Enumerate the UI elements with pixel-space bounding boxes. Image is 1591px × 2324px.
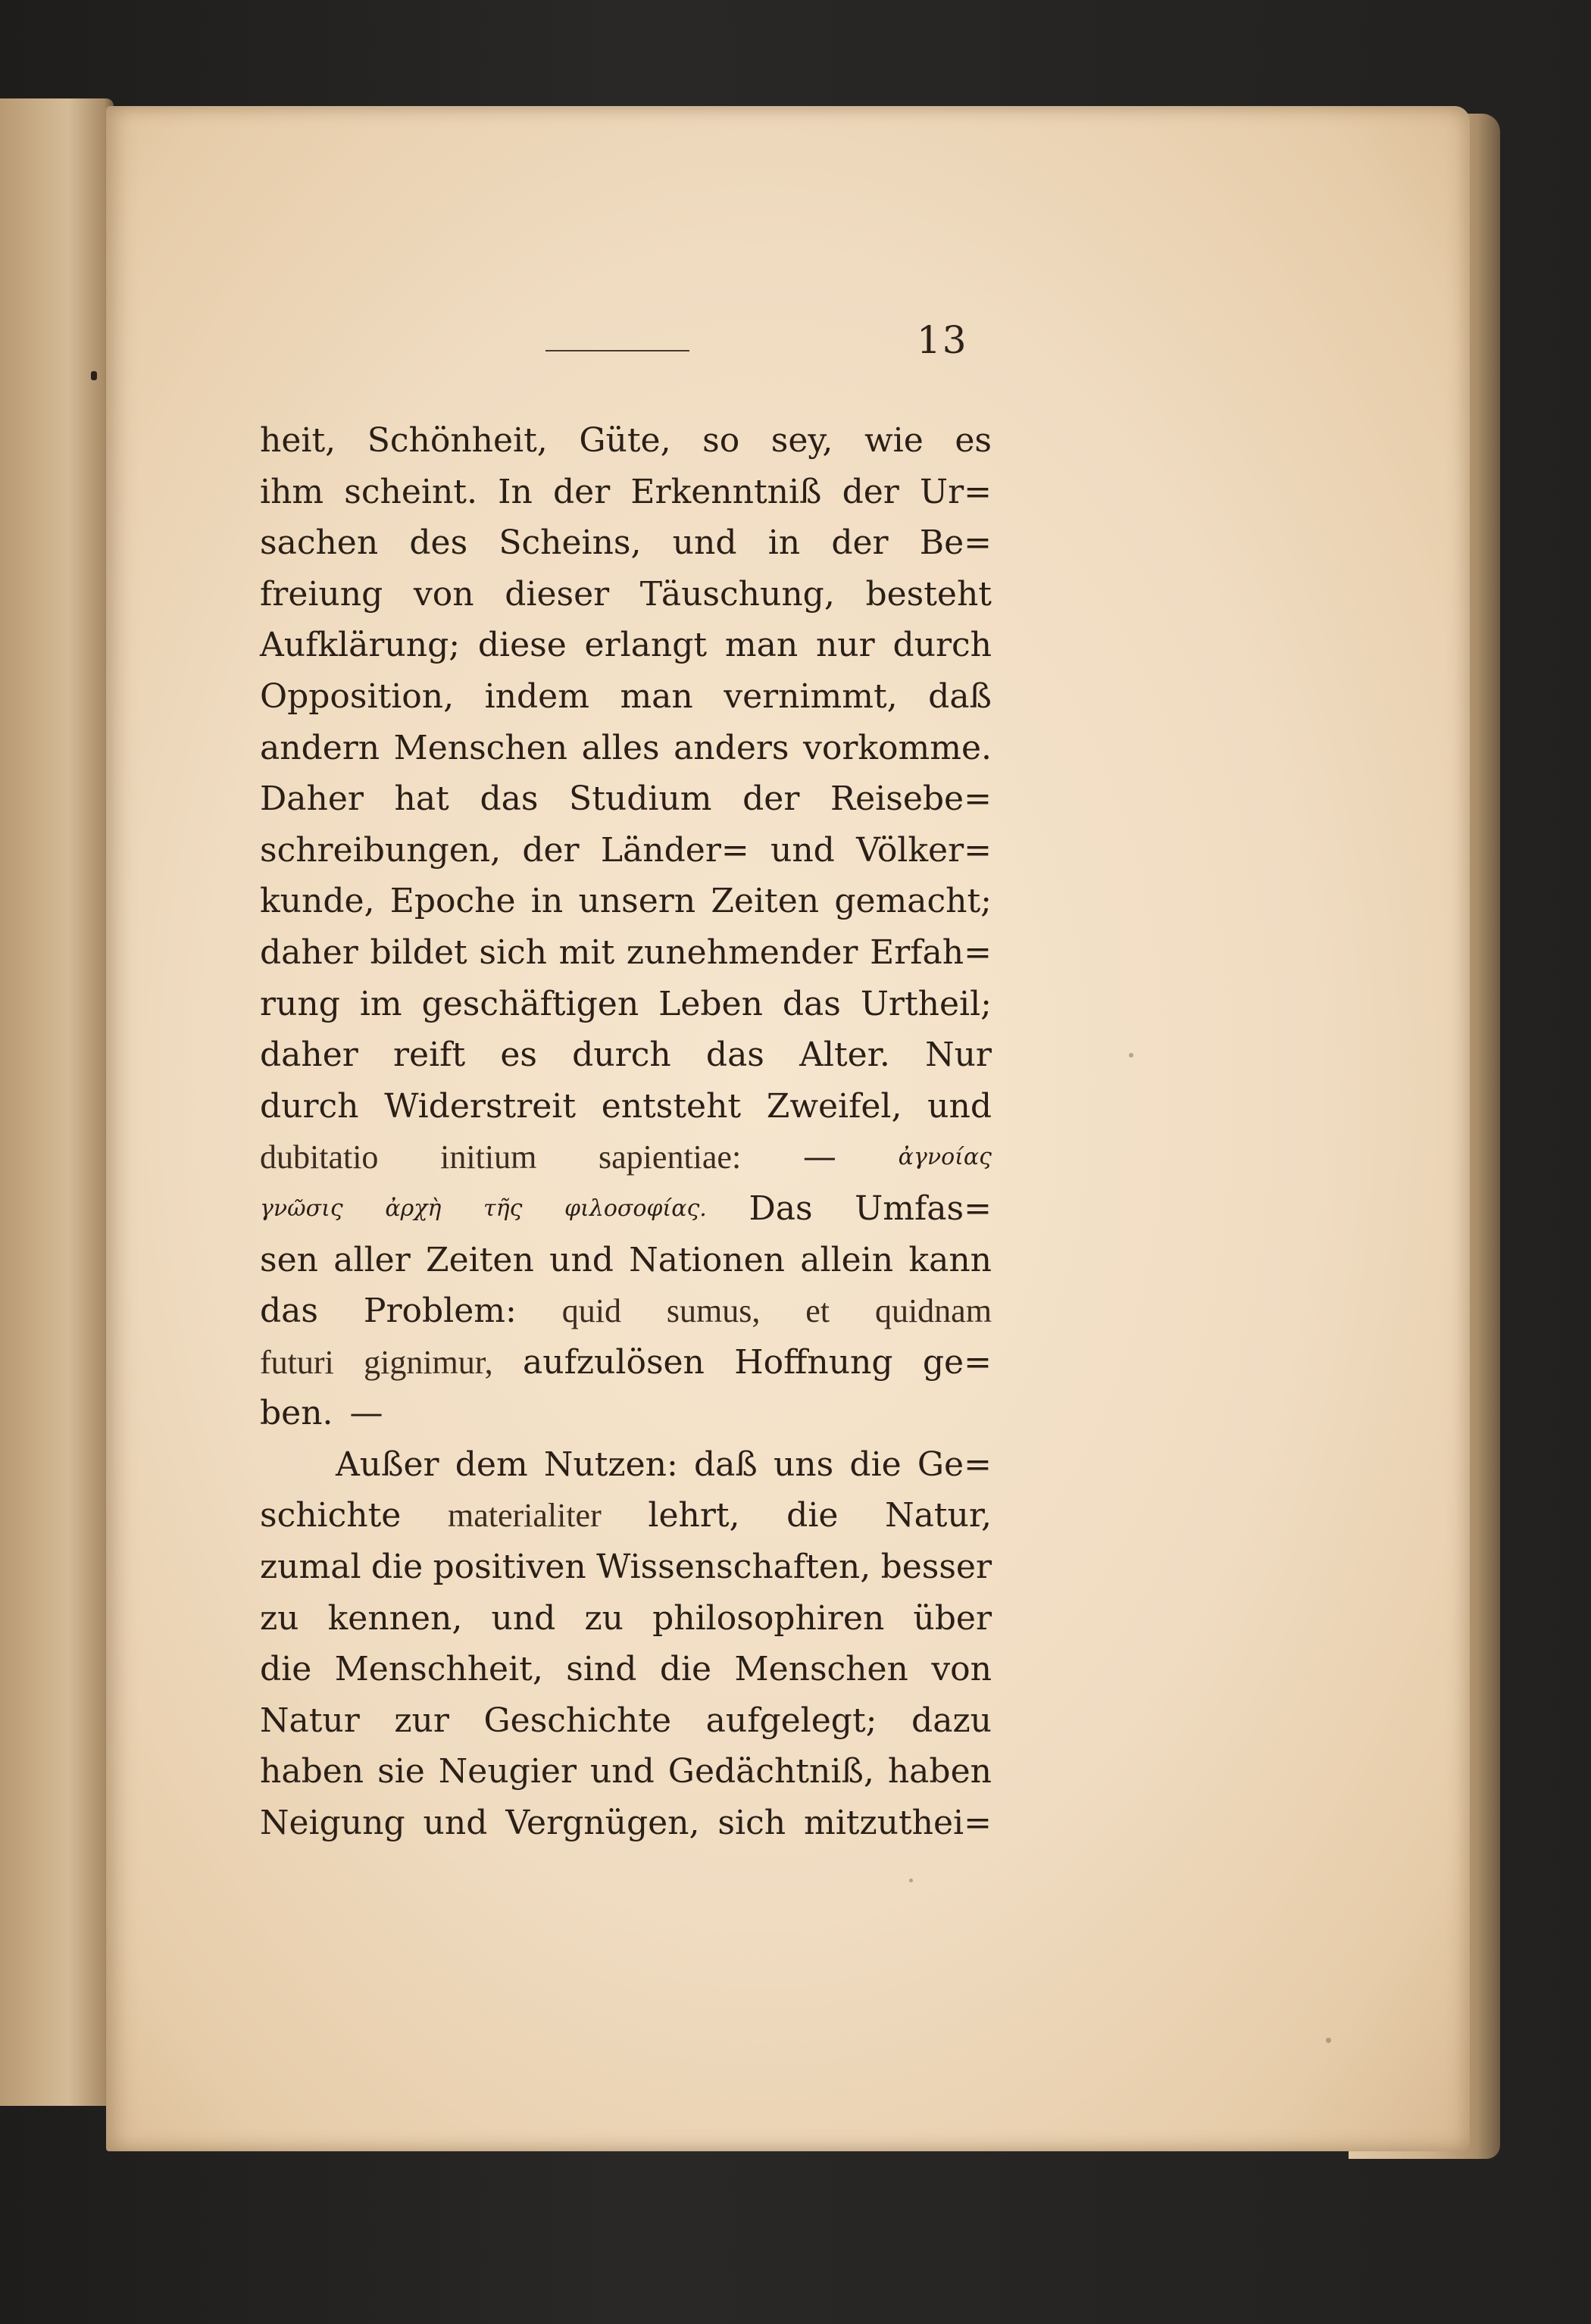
text-line: ihm scheint. In der Erkenntniß der Ur= — [260, 472, 992, 511]
text-line: daher reift es durch das Alter. Nur — [260, 1035, 992, 1075]
text-line: Daher hat das Studium der Reisebe= — [260, 779, 992, 819]
text-line: freiung von dieser Täuschung, besteht — [260, 574, 992, 614]
text-line: Neigung und Vergnügen, sich mitzuthei= — [260, 1804, 992, 1843]
text-line: Aufklärung; diese erlangt man nur durch — [260, 626, 992, 665]
text-line: γνῶσις ἀρχὴ τῆς φιλοσοφίας. Das Umfas= — [260, 1189, 992, 1228]
text-line: dubitatio initium sapientiae: — ἀγνοίας — [260, 1138, 992, 1177]
paper-speck — [909, 1879, 913, 1882]
text-line: haben sie Neugier und Gedächtniß, haben — [260, 1752, 992, 1791]
text-line: sen aller Zeiten und Nationen allein kann — [260, 1240, 992, 1279]
page-body-text — [260, 415, 992, 1849]
text-line: durch Widerstreit entsteht Zweifel, und — [260, 1086, 992, 1126]
text-line: daher bildet sich mit zunehmender Erfah= — [260, 932, 992, 972]
text-line: zu kennen, und zu philosophiren über — [260, 1598, 992, 1638]
paper-speck — [1129, 1053, 1133, 1057]
text-line: sachen des Scheins, und in der Be= — [260, 523, 992, 563]
header-rule — [545, 350, 689, 351]
text-line: Opposition, indem man vernimmt, daß — [260, 676, 992, 716]
facing-page-edge — [0, 98, 114, 2106]
text-line: rung im geschäftigen Leben das Urtheil; — [260, 984, 992, 1023]
text-line: ben. — — [260, 1394, 383, 1433]
page-number: 13 — [917, 318, 968, 362]
text-line: die Menschheit, sind die Menschen von — [260, 1650, 992, 1689]
text-line: andern Menschen alles anders vorkomme. — [260, 728, 992, 767]
ink-mark — [91, 371, 97, 380]
text-line: zumal die positiven Wissenschaften, besser — [260, 1548, 992, 1587]
text-line: schreibungen, der Länder= und Völker= — [260, 830, 992, 870]
paper-speck — [1326, 2038, 1331, 2043]
text-line: heit, Schönheit, Güte, so sey, wie es — [260, 421, 992, 460]
text-line: Außer dem Nutzen: daß uns die Ge= — [336, 1445, 992, 1484]
text-line: das Problem: quid sumus, et quidnam — [260, 1292, 992, 1331]
text-line: kunde, Epoche in unsern Zeiten gemacht; — [260, 882, 992, 921]
text-line: futuri gignimur, aufzulösen Hoffnung ge= — [260, 1342, 992, 1382]
text-line: schichte materialiter lehrt, die Natur, — [260, 1496, 992, 1535]
text-line: Natur zur Geschichte aufgelegt; dazu — [260, 1701, 992, 1740]
